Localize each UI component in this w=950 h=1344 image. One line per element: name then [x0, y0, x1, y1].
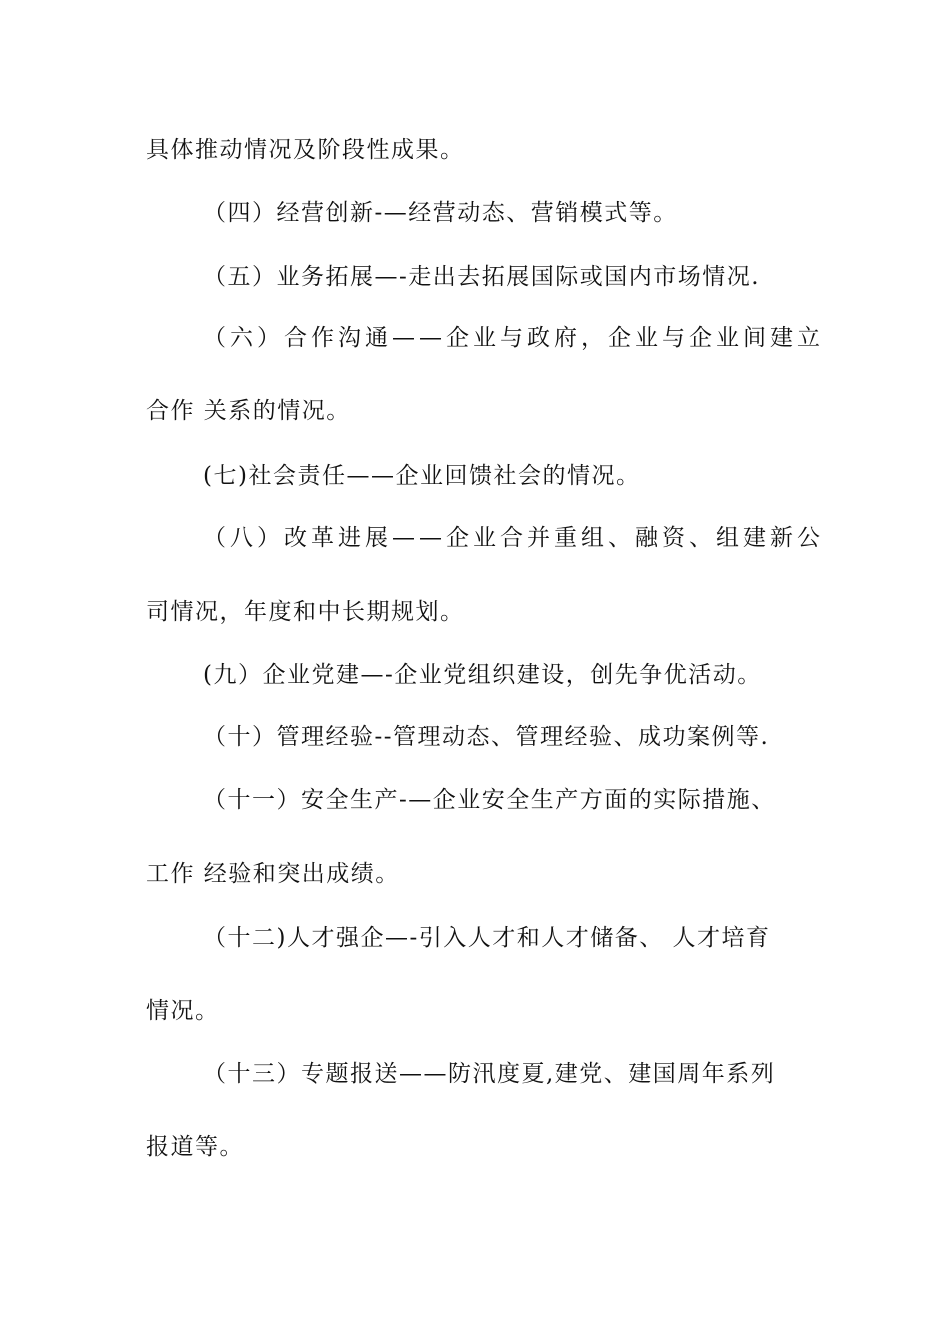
text-line: (九）企业党建—-企业党组织建设，创先争优活动。: [203, 662, 762, 688]
text-line: （十一）安全生产-—企业安全生产方面的实际措施、: [203, 787, 776, 813]
text-line: （八）改革进展——企业合并重组、融资、组建新公: [203, 525, 824, 551]
text-line: （十）管理经验--管理动态、管理经验、成功案例等.: [203, 724, 770, 750]
text-line: 具体推动情况及阶段性成果。: [146, 137, 465, 163]
text-line: 情况。: [146, 998, 220, 1024]
text-line: 合作 关系的情况。: [146, 398, 351, 424]
text-line: （十二)人才强企—-引入人才和人才储备、 人才培育: [203, 925, 771, 951]
text-line: (七)社会责任——企业回馈社会的情况。: [203, 463, 641, 489]
text-line: （六）合作沟通——企业与政府，企业与企业间建立: [203, 325, 824, 351]
text-line: （十三）专题报送——防汛度夏,建党、建国周年系列: [203, 1061, 776, 1087]
text-line: 报道等。: [146, 1134, 244, 1160]
text-line: （五）业务拓展—-走出去拓展国际或国内市场情况.: [203, 264, 761, 290]
text-line: 司情况，年度和中长期规划。: [146, 599, 465, 625]
text-line: （四）经营创新-—经营动态、营销模式等。: [203, 200, 678, 226]
text-line: 工作 经验和突出成绩。: [146, 861, 400, 887]
